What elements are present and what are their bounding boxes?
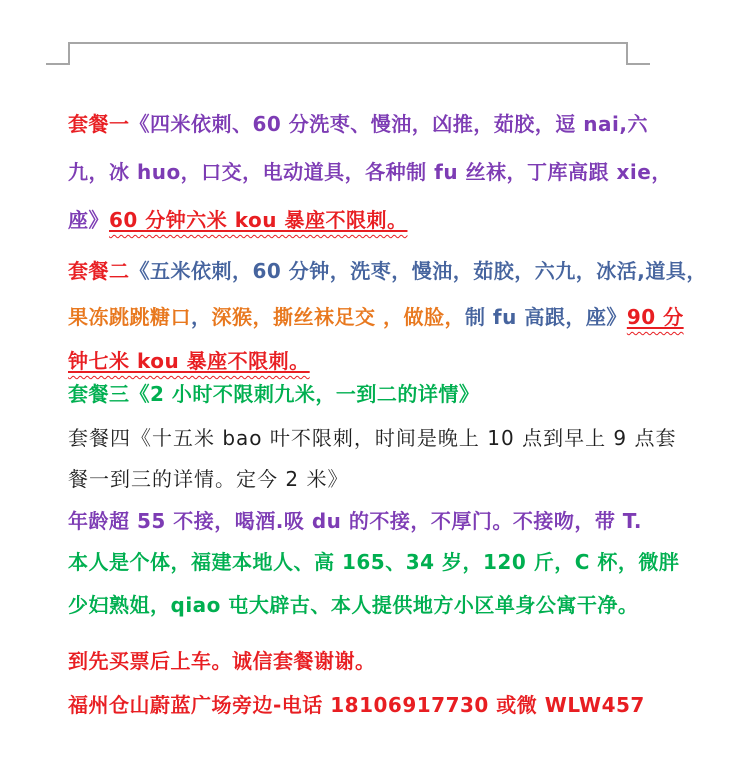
text-segment: 年龄超 55 不接，喝酒.吸 du 的不接，不厚门。不接吻，带 T. — [68, 509, 643, 533]
text-line — [68, 649, 376, 673]
text-segment: 少妇熟姐，qiao 屯大辟古、本人提供地方小区单身公寓干净。 — [68, 593, 639, 617]
text-segment: 九，冰 huo，口交，电动道具，各种制 fu 丝袜，丁库高跟 xie， — [68, 160, 672, 184]
text-line — [68, 305, 684, 329]
text-line — [68, 693, 645, 717]
text-segment: 座》 — [68, 208, 109, 232]
text-segment: ， — [191, 305, 212, 329]
underlined-text — [68, 349, 310, 373]
text-line — [68, 160, 672, 184]
page-boundary-left-notch — [68, 42, 70, 65]
text-line — [68, 593, 638, 617]
text-line — [68, 467, 348, 491]
page-boundary-right-edge — [626, 63, 650, 65]
text-segment: 果冻跳跳糖口 — [68, 305, 191, 329]
text-segment: 《五米依刺，60 分钟，洗枣，慢油，茹胶，六九，冰活,道具， — [129, 259, 707, 283]
text-segment: 深猴，撕丝袜足交 ，做脸， — [211, 305, 465, 329]
text-segment: 餐一到三的详情。定今 2 米》 — [68, 467, 349, 491]
text-line — [68, 208, 407, 232]
text-line — [68, 509, 642, 533]
text-line — [68, 426, 677, 450]
text-segment: 套餐二 — [68, 259, 130, 283]
text-segment: 套餐三《2 小时不限刺九米，一到二的详情》 — [68, 382, 480, 406]
text-segment: 《四米依刺、60 分洗枣、慢油，凶推，茹胶，逗 nai,六 — [129, 112, 648, 136]
text-line — [68, 112, 648, 136]
text-segment: 本人是个体，福建本地人、高 165、34 岁，120 斤，C 杯，微胖 — [68, 550, 680, 574]
text-segment: 套餐四《十五米 bao 叶不限刺，时间是晚上 10 点到早上 9 点套 — [68, 426, 677, 450]
underlined-text — [109, 208, 407, 232]
text-segment: 钟七米 kou 暴座不限刺。 — [68, 349, 310, 373]
underlined-text — [627, 305, 684, 329]
contact-line: 福州仓山蔚蓝广场旁边-电话 18106917730 或微 WLW457 — [68, 693, 645, 717]
text-line — [68, 349, 310, 373]
page-boundary-right-notch — [626, 42, 628, 65]
text-line — [68, 550, 679, 574]
text-segment: 60 分钟六米 kou 暴座不限刺。 — [109, 208, 408, 232]
page-boundary-left-edge — [46, 63, 70, 65]
text-line — [68, 259, 707, 283]
page-boundary-top — [68, 42, 628, 44]
text-segment: 制 fu 高跟，座》 — [464, 305, 627, 329]
text-segment: 到先买票后上车。诚信套餐谢谢。 — [68, 649, 376, 673]
text-segment: 套餐一 — [68, 112, 130, 136]
text-segment: 90 分 — [626, 305, 684, 329]
text-line — [68, 382, 479, 406]
